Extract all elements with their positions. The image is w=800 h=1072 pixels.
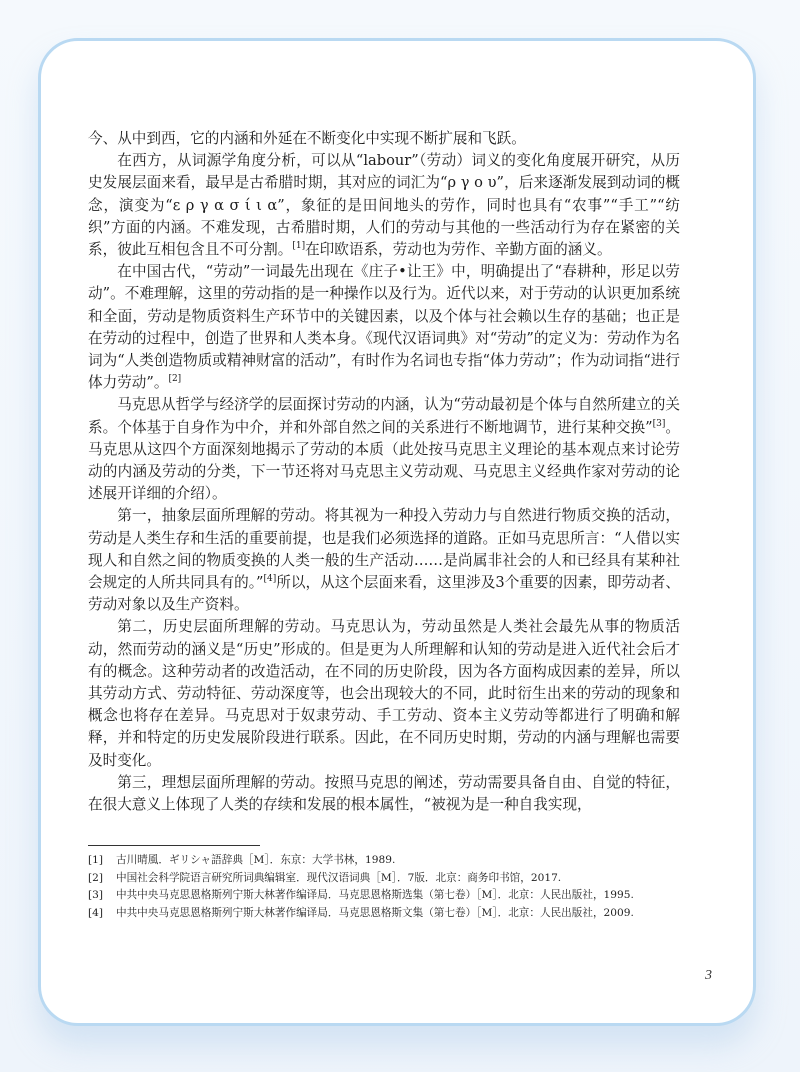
paragraph (88, 150, 680, 261)
footnote-number: [2] (88, 871, 104, 884)
paragraph-tail: 在印欧语系，劳动也为劳作、辛勤方面的涵义。 (305, 241, 612, 259)
footnote-ref: [4] (263, 574, 277, 585)
footnote (88, 853, 680, 869)
footnote-number: [3] (88, 889, 104, 901)
paragraph-text: 今、从中到西，它的内涵和外延在不断变化中实现不断扩展和飞跃。 (88, 130, 526, 147)
paragraph (88, 261, 680, 394)
footnote-ref: [2] (168, 374, 182, 385)
paragraph-text: 在中国古代，“劳动”一词最先出现在《庄子•让王》中，明确提出了“春耕种，形足以劳动”。不难理解，这里的劳动指的是一种操作以及行为。近代以来，对于劳动的认识更加系统和全面，劳动是物质资料生产环节中的关键因素，以及个体与社会赖以生存的基础；也正是在劳动的过程中，创造了世界和人类本身。《现代汉语词典》对“劳动”的定义为：劳动作为名词为“人类创造物质或精神财富的活动”，有时作为名词也专指“体力劳动”；作为动词指“进行体力劳动”。 (88, 263, 680, 392)
paragraph (88, 616, 680, 771)
footnote (88, 888, 680, 904)
footnote-number: [1] (88, 854, 104, 866)
paragraph-text: 第二，历史层面所理解的劳动。马克思认为，劳动虽然是人类社会最先从事的物质活动，然而劳动的涵义是“历史”形成的。但是更为人所理解和认知的劳动是进入近代社会后才有的概念。这种劳动者的改造活动，在不同的历史阶段，因为各方面构成因素的差异，所以其劳动方式、劳动特征、劳动深度等，也会出现较大的不同，此时衍生出来的劳动的现象和概念也将存在差异。马克思对于奴隶劳动、手工劳动、资本主义劳动等都进行了明确和解释，并和特定的历史发展阶段进行联系。因此，在不同历史时期，劳动的内涵与理解也需要及时变化。 (88, 618, 680, 769)
paragraph (88, 394, 680, 505)
footnote-number: [4] (88, 906, 104, 919)
paragraph-text: 第一，抽象层面所理解的劳动。将其视为一种投入劳动力与自然进行物质交换的活动，劳动是人类生存和生活的重要前提，也是我们必须选择的道路。正如马克思所言：“人借以实现人和自然之间的物质变换的人类一般的生产活动……是尚属非社会的人和已经具有某种社会规定的人所共同具有的。” (88, 507, 680, 592)
footnotes (88, 853, 680, 923)
paragraph-tail: 。马克思从这四个方面深刻地揭示了劳动的本质（此处按马克思主义理论的基本观点来讨论劳动的内涵及劳动的分类，下一节还将对马克思主义劳动观、马克思主义经典作家对劳动的论述展开详细的介绍）。 (88, 418, 680, 503)
footnote (88, 871, 680, 887)
paragraph-tail: 所以，从这个层面来看，这里涉及3个重要的因素，即劳动者、劳动对象以及生产资料。 (88, 574, 680, 614)
paragraph (88, 772, 680, 816)
footnote-ref: [3] (652, 418, 666, 429)
paragraph (88, 505, 680, 616)
paragraph (88, 128, 680, 150)
paragraph-text: 在西方，从词源学角度分析，可以从“labour”（劳动）词义的变化角度展开研究，从历史发展层面来看，最早是古希腊时期，其对应的词汇为“ρ γ ο υ”，后来逐渐发展到动词的概念，演变为“ε ρ γ α σ ί ι α”，象征的是田间地头的劳作，同时也具有“农事”“手工”“纺织”方面的内涵。不难发现，古希腊时期，人们的劳动与其他的一些活动行为存在紧密的关系，彼此互相包含且不可分割。 (88, 152, 680, 259)
footnote (88, 906, 680, 922)
footnote-text: 古川晴風．ギリシャ語辞典［M］．东京：大学书林，1989. (116, 854, 396, 866)
footnote-text: 中共中央马克思恩格斯列宁斯大林著作编译局．马克思恩格斯选集（第七卷）［M］．北京：人民出版社，1995. (116, 889, 634, 901)
paragraph-text: 第三，理想层面所理解的劳动。按照马克思的阐述，劳动需要具备自由、自觉的特征，在很大意义上体现了人类的存续和发展的根本属性，“被视为是一种自我实现， (88, 773, 680, 814)
footnote-ref: [1] (292, 241, 306, 252)
paragraph-text: 马克思从哲学与经济学的层面探讨劳动的内涵，认为“劳动最初是个体与自然所建立的关系。个体基于自身作为中介，并和外部自然之间的关系进行不断地调节，进行某种交换” (88, 396, 680, 436)
footnote-text: 中国社会科学院语言研究所词典编辑室．现代汉语词典［M］．7版．北京：商务印书馆，2017. (116, 871, 562, 884)
footnote-text: 中共中央马克思恩格斯列宁斯大林著作编译局．马克思恩格斯文集（第七卷）［M］．北京：人民出版社，2009. (116, 906, 634, 919)
page-number: 3 (705, 968, 712, 983)
body-text (88, 128, 680, 816)
footnote-divider (88, 845, 260, 846)
